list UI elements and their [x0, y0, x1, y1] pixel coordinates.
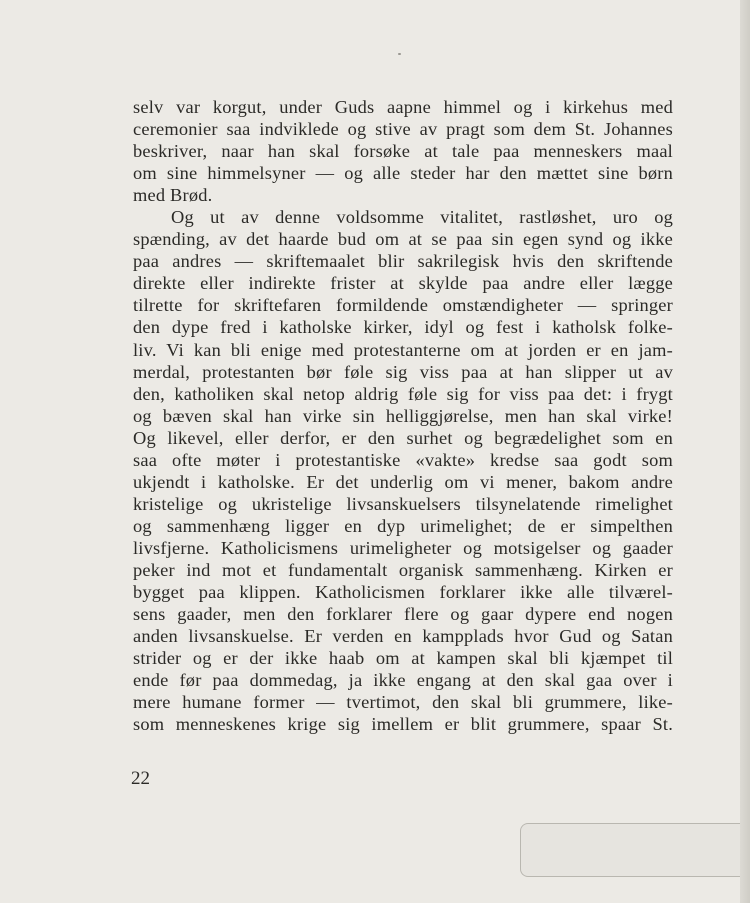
- text-line: med Brød.: [133, 185, 213, 206]
- text-line: paa andres — skriftemaalet blir sakrilegisk hvis den skriftende: [133, 251, 673, 272]
- text-line: og sammenhæng ligger en dyp urimelighet; de er simpelthen: [133, 515, 673, 536]
- text-line: som menneskenes krige sig imellem er blit grummere, spaar St.: [133, 714, 673, 735]
- text-line: spænding, av det haarde bud om at se paa sin egen synd og ikke: [133, 229, 673, 250]
- text-line: livsfjerne. Katholicismens urimeligheter og motsigelser og gaader: [133, 537, 673, 558]
- text-line: tilrette for skriftefaren formildende omstændigheter — springer: [133, 295, 673, 316]
- text-line: liv. Vi kan bli enige med protestanterne om at jorden er en jam-: [133, 339, 673, 360]
- text-line: direkte eller indirekte frister at skylde paa andre eller lægge: [133, 273, 673, 294]
- body-text: [133, 96, 673, 735]
- text-line: merdal, protestanten bør føle sig viss paa at han slipper ut av: [133, 361, 673, 382]
- text-line: om sine himmelsyner — og alle steder har den mættet sine børn: [133, 163, 673, 184]
- text-line: mere humane former — tvertimot, den skal bli grummere, like-: [133, 692, 673, 713]
- text-line: Og ut av denne voldsomme vitalitet, rastløshet, uro og: [171, 207, 673, 228]
- text-line: og bæven skal han virke sin helliggjørelse, men han skal virke!: [133, 405, 673, 426]
- text-line: den, katholiken skal netop aldrig føle sig for viss paa det: i frygt: [133, 383, 673, 404]
- text-line: selv var korgut, under Guds aapne himmel og i kirkehus med: [133, 97, 673, 117]
- page-edge: [740, 0, 750, 903]
- speck-mark: [398, 53, 401, 55]
- text-line: ceremonier saa indviklede og stive av pragt som dem St. Johannes: [133, 119, 673, 140]
- text-line: bygget paa klippen. Katholicismen forklarer ikke alle tilværel-: [133, 582, 673, 603]
- text-line: ukjendt i katholske. Er det underlig om vi mener, bakom andre: [133, 471, 673, 492]
- page-number: 22: [131, 768, 150, 789]
- text-line: beskriver, naar han skal forsøke at tale paa menneskers maal: [133, 141, 673, 162]
- text-line: sens gaader, men den forklarer flere og gaar dypere end nogen: [133, 604, 673, 625]
- text-line: strider og er der ikke haab om at kampen skal bli kjæmpet til: [133, 648, 673, 669]
- page-tab-marker: [520, 823, 746, 877]
- text-line: ende før paa dommedag, ja ikke engang at den skal gaa over i: [133, 670, 673, 691]
- text-line: kristelige og ukristelige livsanskuelsers tilsynelatende rimelighet: [133, 493, 673, 514]
- text-line: saa ofte møter i protestantiske «vakte» kredse saa godt som: [133, 449, 673, 470]
- text-line: Og likevel, eller derfor, er den surhet og begrædelighet som en: [133, 427, 673, 448]
- text-line: den dype fred i katholske kirker, idyl og fest i katholsk folke-: [133, 317, 673, 338]
- text-line: anden livsanskuelse. Er verden en kampplads hvor Gud og Satan: [133, 626, 673, 647]
- text-line: peker ind mot et fundamentalt organisk sammenhæng. Kirken er: [133, 559, 673, 580]
